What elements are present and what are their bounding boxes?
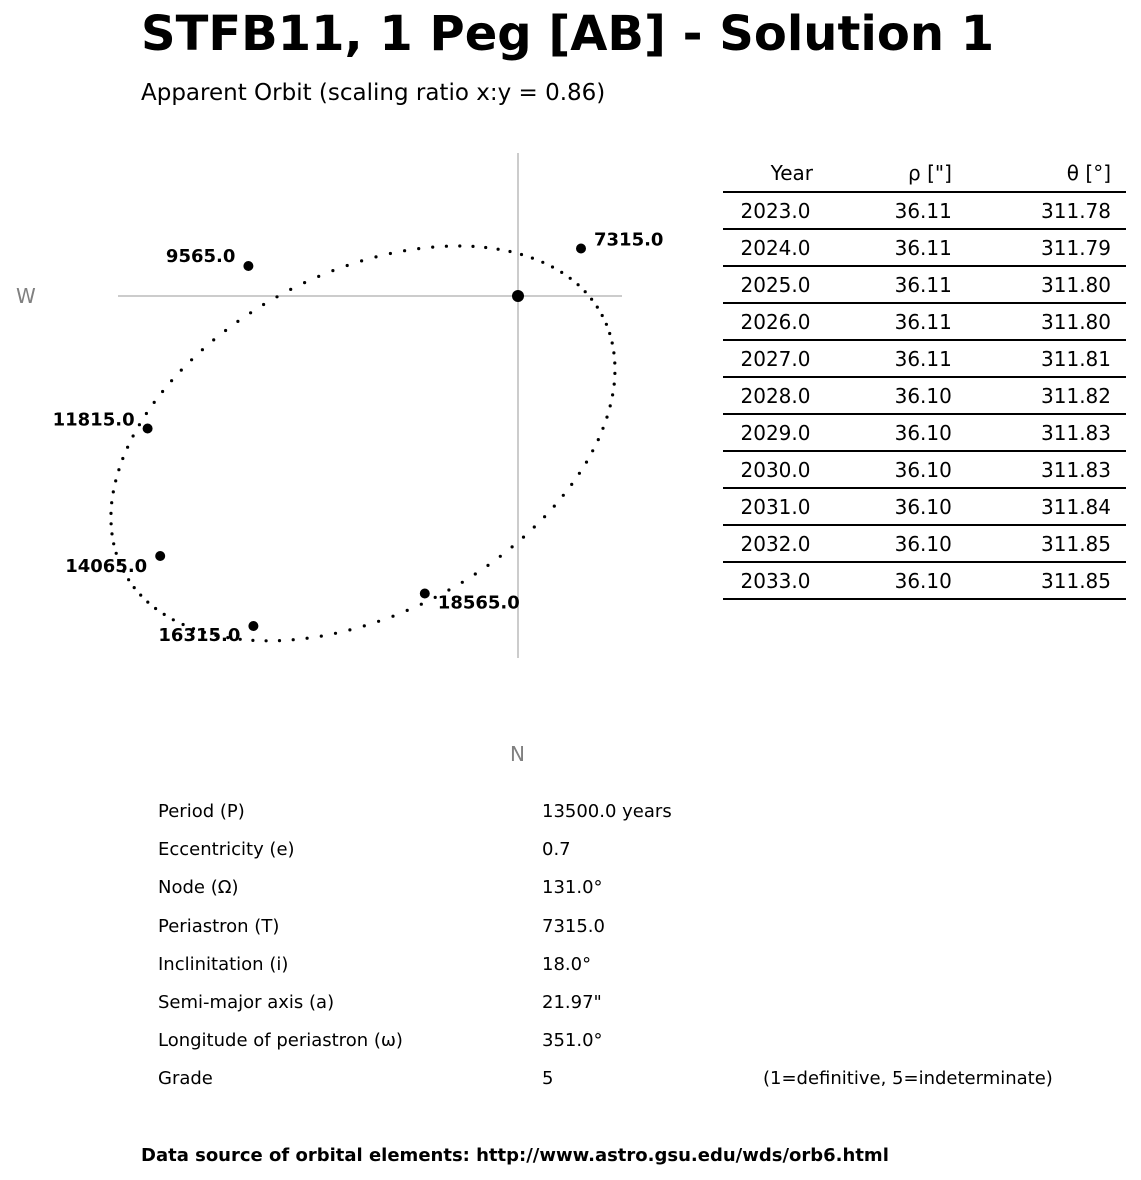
cell-year: 2033.0: [723, 562, 828, 599]
orbit-dot: [597, 438, 600, 441]
orbit-dot: [608, 332, 611, 335]
column-header-theta: θ [°]: [967, 155, 1126, 192]
orbit-dot: [275, 295, 278, 298]
element-value: 21.97": [542, 991, 602, 1013]
table-row: [723, 377, 1126, 414]
orbit-dot: [306, 637, 309, 640]
orbit-dot: [508, 250, 511, 253]
orbit-path: [109, 244, 616, 642]
orbit-dot: [190, 358, 193, 361]
cell-theta: 311.79: [967, 229, 1126, 266]
orbit-dot: [605, 416, 608, 419]
element-row-period: [158, 793, 1098, 831]
orbit-dot: [110, 501, 113, 504]
table-row: [723, 488, 1126, 525]
cell-theta: 311.81: [967, 340, 1126, 377]
element-value: 131.0°: [542, 877, 603, 899]
primary-star-marker: [512, 290, 524, 302]
orbit-dot: [417, 247, 420, 250]
element-value: 13500.0 years: [542, 801, 672, 822]
orbit-dot: [163, 613, 166, 616]
table-row: [723, 340, 1126, 377]
cell-rho: 36.10: [828, 414, 967, 451]
orbit-dot: [406, 609, 409, 612]
orbit-dot: [562, 494, 565, 497]
orbit-dot: [434, 596, 437, 599]
orbit-dot: [458, 244, 461, 247]
orbit-dot: [110, 522, 113, 525]
cell-year: 2028.0: [723, 377, 828, 414]
orbit-dot: [474, 572, 477, 575]
epoch-label-1: 9565.0: [165, 246, 236, 267]
cell-year: 2026.0: [723, 303, 828, 340]
orbit-dot: [224, 329, 227, 332]
element-row-periastron: [158, 908, 1098, 946]
cell-year: 2025.0: [723, 266, 828, 303]
orbit-dot: [551, 265, 554, 268]
epoch-point-1: [243, 261, 253, 271]
orbit-dot: [531, 257, 534, 260]
orbit-dot: [289, 288, 292, 291]
epoch-markers: [53, 230, 664, 647]
orbit-dot: [172, 618, 175, 621]
epoch-point-5: [420, 589, 430, 599]
cell-rho: 36.11: [828, 266, 967, 303]
orbit-dot: [236, 320, 239, 323]
element-value: 0.7: [542, 839, 571, 861]
orbit-dot: [317, 275, 320, 278]
orbit-dot: [431, 246, 434, 249]
orbit-dot: [471, 245, 474, 248]
epoch-point-2: [143, 424, 153, 434]
table-row: [723, 562, 1126, 599]
orbit-dot: [541, 261, 544, 264]
orbit-dot: [560, 271, 563, 274]
cell-rho: 36.10: [828, 562, 967, 599]
element-label: Grade: [158, 1068, 213, 1090]
orbit-dot: [109, 512, 112, 515]
orbit-dot: [377, 620, 380, 623]
table-row: [723, 414, 1126, 451]
epoch-point-0: [576, 244, 586, 254]
element-value: 351.0°: [542, 1030, 603, 1052]
orbit-dot: [146, 601, 149, 604]
orbit-dot: [613, 372, 616, 375]
cell-rho: 36.10: [828, 377, 967, 414]
cell-theta: 311.82: [967, 377, 1126, 414]
orbit-dot: [121, 457, 124, 460]
element-value: 7315.0: [542, 915, 605, 937]
orbit-dot: [126, 446, 129, 449]
orbit-dot: [613, 361, 616, 364]
orbit-dot: [278, 639, 281, 642]
orbit-dot: [114, 479, 117, 482]
orbit-dot: [145, 412, 148, 415]
orbit-dot: [510, 545, 513, 548]
orbit-dot: [570, 483, 573, 486]
table-row: [723, 266, 1126, 303]
column-header-rho: ρ ["]: [828, 155, 967, 192]
orbit-dot: [601, 314, 604, 317]
cell-year: 2032.0: [723, 525, 828, 562]
orbit-dot: [461, 581, 464, 584]
table-row: [723, 229, 1126, 266]
element-row-node: [158, 869, 1098, 907]
cell-theta: 311.83: [967, 451, 1126, 488]
cell-year: 2024.0: [723, 229, 828, 266]
orbit-dot: [334, 632, 337, 635]
orbit-dot: [363, 624, 366, 627]
element-value: 5: [542, 1068, 554, 1090]
orbit-dot: [133, 586, 136, 589]
cell-rho: 36.11: [828, 340, 967, 377]
orbit-dot: [590, 298, 593, 301]
element-row-inclination: [158, 946, 1098, 984]
grade-note: (1=definitive, 5=indeterminate): [763, 1068, 1053, 1090]
orbit-dot: [611, 341, 614, 344]
orbit-dot: [292, 638, 295, 641]
orbit-dot: [601, 427, 604, 430]
orbit-dot: [112, 542, 115, 545]
cell-year: 2031.0: [723, 488, 828, 525]
data-source-footer: Data source of orbital elements: http://www.astro.gsu.edu/wds/orb6.html: [141, 1145, 889, 1166]
table-header-row: [723, 155, 1126, 192]
orbit-dot: [591, 449, 594, 452]
element-row-grade: [158, 1060, 1098, 1098]
orbit-dot: [346, 264, 349, 267]
orbit-dot: [115, 552, 118, 555]
orbit-dot: [569, 277, 572, 280]
orbit-dot: [132, 434, 135, 437]
table-row: [723, 303, 1126, 340]
orbit-dot: [117, 468, 120, 471]
orbit-dot: [262, 303, 265, 306]
orbit-dot: [585, 461, 588, 464]
orbit-dot: [403, 249, 406, 252]
table-row: [723, 451, 1126, 488]
orbit-dot: [609, 404, 612, 407]
epoch-label-3: 14065.0: [65, 556, 148, 577]
cell-theta: 311.78: [967, 192, 1126, 229]
epoch-point-4: [248, 621, 258, 631]
epoch-label-0: 7315.0: [594, 229, 664, 251]
ephemeris-table: [723, 155, 1126, 600]
orbit-dot: [611, 393, 614, 396]
orbit-plot: [0, 0, 720, 780]
orbit-dot: [348, 628, 351, 631]
epoch-label-4: 16315.0: [158, 625, 241, 646]
orbit-dot: [584, 290, 587, 293]
cell-rho: 36.10: [828, 525, 967, 562]
cell-rho: 36.11: [828, 229, 967, 266]
orbit-dot: [578, 472, 581, 475]
orbit-dot: [553, 505, 556, 508]
element-row-eccentricity: [158, 831, 1098, 869]
element-label: Eccentricity (e): [158, 839, 295, 861]
cell-year: 2029.0: [723, 414, 828, 451]
orbit-dot: [420, 603, 423, 606]
element-label: Longitude of periastron (ω): [158, 1030, 403, 1052]
orbit-dot: [127, 578, 130, 581]
orbit-dot: [331, 269, 334, 272]
orbit-dot: [374, 255, 377, 258]
element-label: Semi-major axis (a): [158, 991, 335, 1013]
orbit-dot: [112, 490, 115, 493]
cell-theta: 311.80: [967, 266, 1126, 303]
cell-theta: 311.84: [967, 488, 1126, 525]
cell-theta: 311.85: [967, 525, 1126, 562]
column-header-year: Year: [723, 155, 828, 192]
orbit-dot: [613, 383, 616, 386]
orbit-dot: [389, 252, 392, 255]
orbit-dot: [170, 379, 173, 382]
orbit-dot: [520, 253, 523, 256]
table-row: [723, 525, 1126, 562]
orbit-dot: [533, 525, 536, 528]
orbit-dot: [138, 423, 141, 426]
cell-rho: 36.11: [828, 192, 967, 229]
orbit-dot: [499, 555, 502, 558]
orbit-dot: [153, 401, 156, 404]
orbit-dot: [605, 323, 608, 326]
orbit-dot: [497, 248, 500, 251]
orbit-dot: [596, 306, 599, 309]
element-row-longitude-periastron: [158, 1022, 1098, 1060]
orbit-dot: [577, 283, 580, 286]
west-axis-label: W: [16, 284, 36, 308]
table-row: [723, 192, 1126, 229]
orbit-dot: [360, 259, 363, 262]
cell-rho: 36.11: [828, 303, 967, 340]
orbit-dot: [180, 369, 183, 372]
orbit-dot: [154, 607, 157, 610]
north-axis-label: N: [510, 742, 525, 766]
orbit-dot: [201, 348, 204, 351]
cell-year: 2023.0: [723, 192, 828, 229]
orbit-dot: [212, 338, 215, 341]
element-label: Period (P): [158, 801, 245, 822]
orbital-elements: [158, 793, 1098, 1099]
orbit-dot: [445, 245, 448, 248]
epoch-label-2: 11815.0: [52, 409, 135, 431]
orbit-dot: [612, 351, 615, 354]
element-label: Periastron (T): [158, 915, 280, 937]
cell-theta: 311.80: [967, 303, 1126, 340]
orbit-dot: [251, 639, 254, 642]
orbit-dot: [543, 515, 546, 518]
page-title: STFB11, 1 Peg [AB] - Solution 1: [141, 6, 995, 62]
orbit-dot: [161, 390, 164, 393]
orbit-dot: [486, 564, 489, 567]
orbit-dot: [391, 615, 394, 618]
cell-rho: 36.10: [828, 488, 967, 525]
epoch-point-3: [155, 551, 165, 561]
cell-year: 2030.0: [723, 451, 828, 488]
epoch-label-5: 18565.0: [437, 592, 520, 614]
cell-theta: 311.85: [967, 562, 1126, 599]
element-row-semi-major-axis: [158, 984, 1098, 1022]
element-label: Node (Ω): [158, 877, 239, 899]
element-value: 18.0°: [542, 953, 592, 975]
element-label: Inclinitation (i): [158, 953, 289, 975]
orbit-dot: [265, 639, 268, 642]
cell-year: 2027.0: [723, 340, 828, 377]
cell-theta: 311.83: [967, 414, 1126, 451]
cell-rho: 36.10: [828, 451, 967, 488]
chart-subtitle: Apparent Orbit (scaling ratio x:y = 0.86): [141, 80, 606, 106]
orbit-dot: [303, 281, 306, 284]
orbit-dot: [522, 536, 525, 539]
orbit-dot: [484, 246, 487, 249]
orbit-dot: [249, 311, 252, 314]
orbit-dot: [447, 588, 450, 591]
orbit-dot: [110, 532, 113, 535]
orbit-dot: [139, 594, 142, 597]
orbit-dot: [320, 635, 323, 638]
